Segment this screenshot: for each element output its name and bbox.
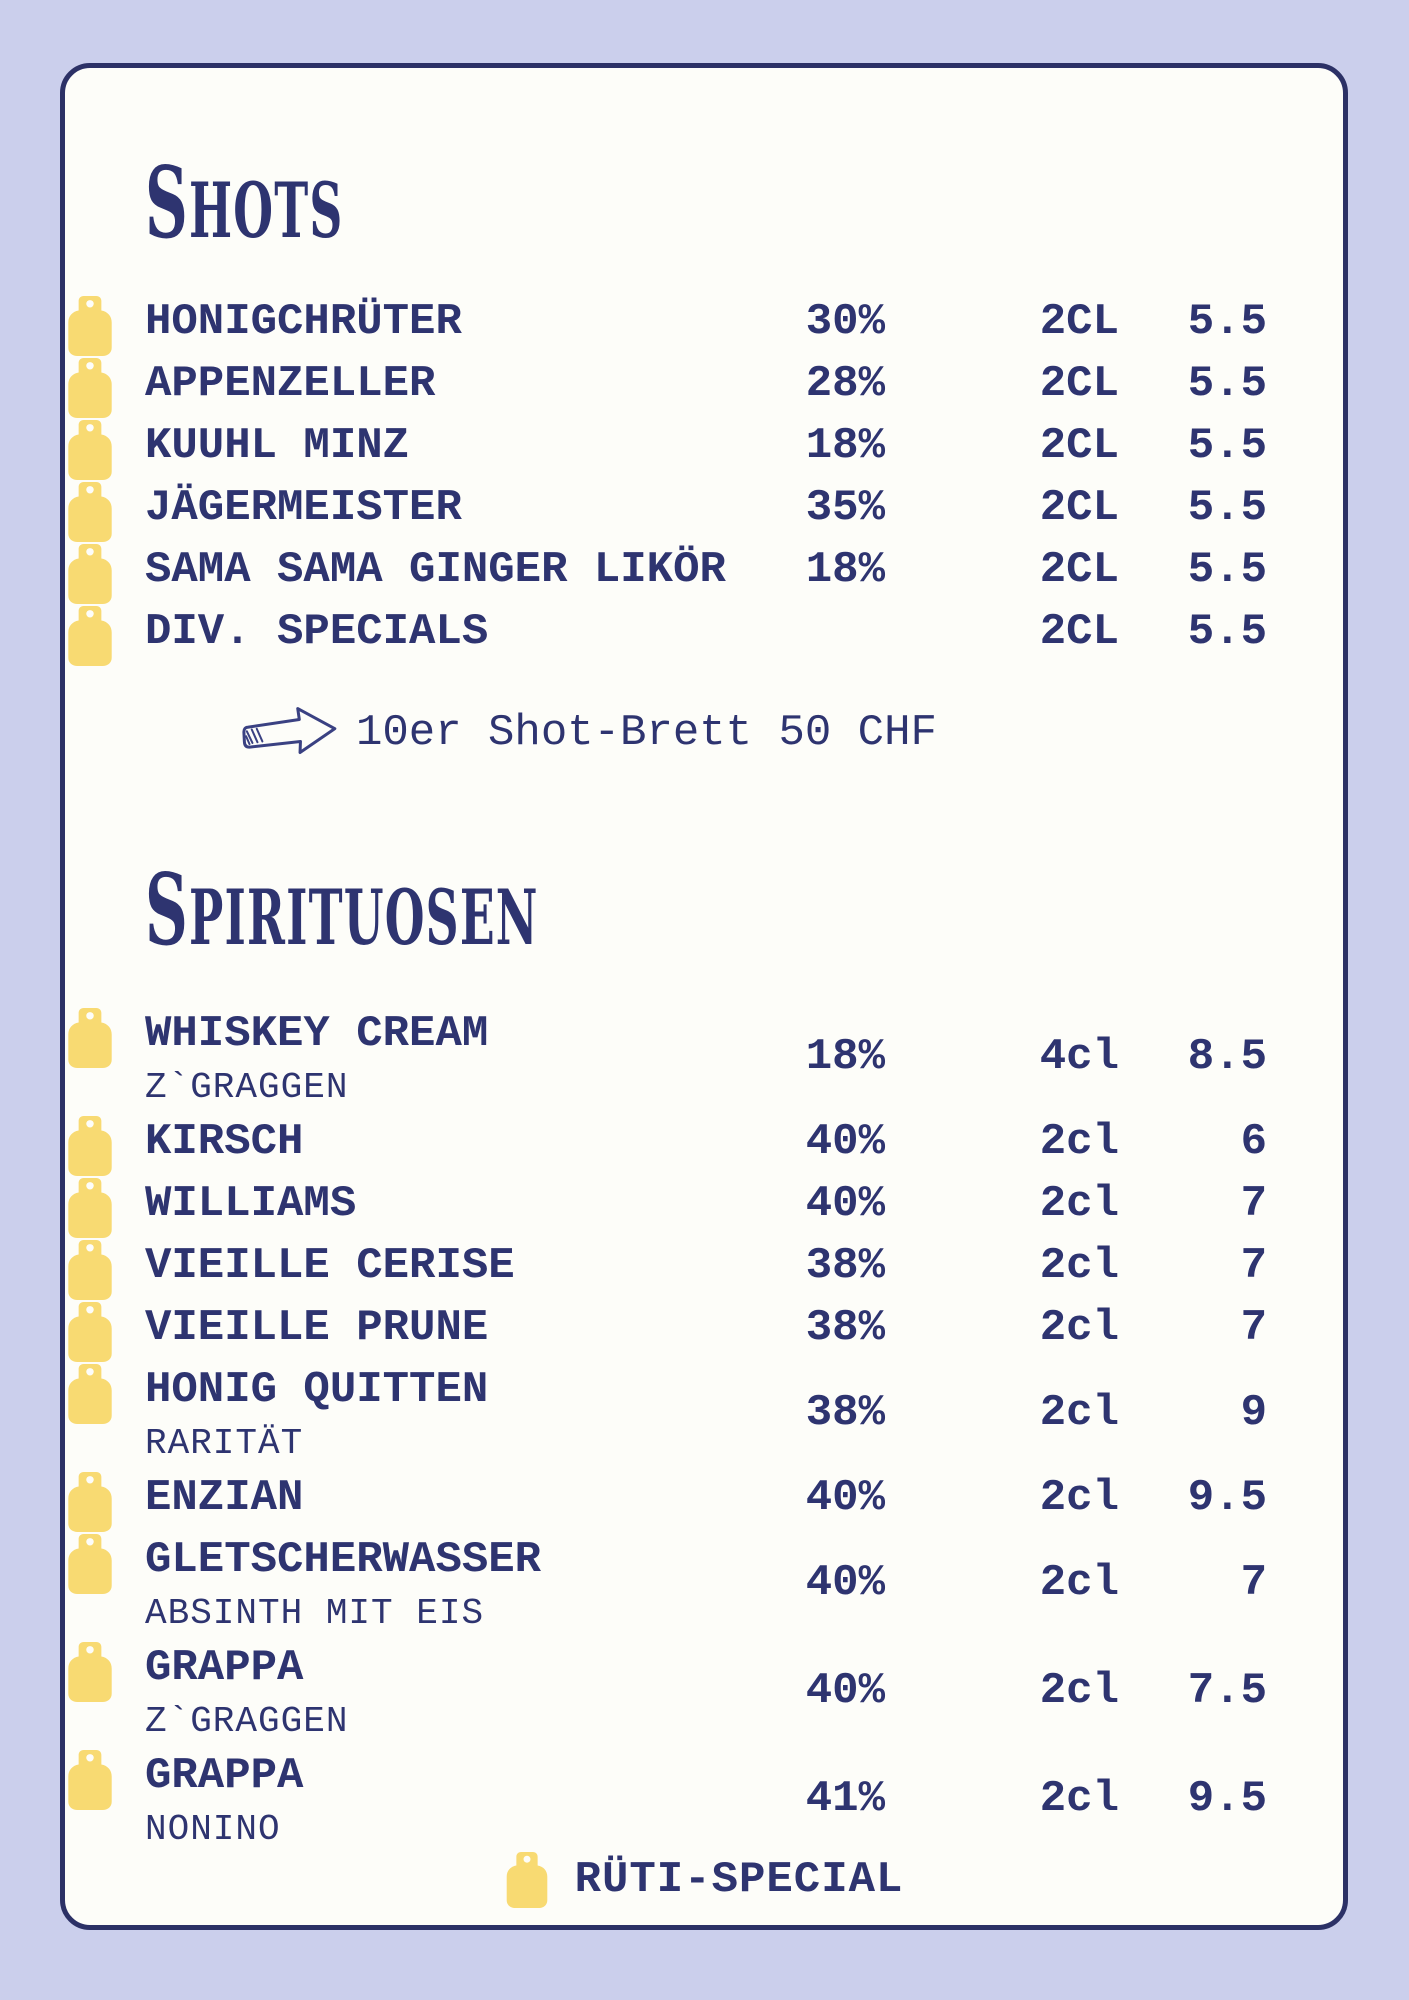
ear-tag-icon [67, 1007, 113, 1069]
item-abv: 40% [805, 1473, 885, 1524]
rueti-special-label: RÜTI-SPECIAL [574, 1855, 904, 1905]
item-name-cell [145, 1529, 740, 1637]
shots-section-title: SHOTS [145, 145, 344, 261]
menu-item-row [145, 1173, 1267, 1235]
menu-item-row [145, 291, 1267, 353]
item-volume: 2cl [1039, 1179, 1119, 1230]
item-abv: 18% [805, 544, 885, 595]
item-price: 8.5 [1187, 1032, 1267, 1083]
item-name-cell [145, 601, 740, 663]
ear-tag-icon [67, 1471, 113, 1533]
rueti-special-legend [65, 1851, 1343, 1909]
item-abv: 40% [805, 1117, 885, 1168]
item-subtitle: NONINO [145, 1809, 281, 1851]
menu-item-row [145, 1297, 1267, 1359]
ear-tag-icon [67, 1641, 113, 1703]
item-abv: 40% [805, 1558, 885, 1609]
ear-tag-icon [67, 1301, 113, 1363]
item-price: 5.5 [1187, 296, 1267, 347]
item-price: 5.5 [1187, 544, 1267, 595]
item-name: APPENZELLER [145, 358, 436, 409]
item-name: GRAPPA [145, 1751, 304, 1802]
menu-item-row [145, 539, 1267, 601]
item-volume: 2CL [1039, 296, 1119, 347]
item-name-cell [145, 1111, 740, 1173]
item-volume: 2cl [1039, 1117, 1119, 1168]
ear-tag-icon [67, 1115, 113, 1177]
item-price: 5.5 [1187, 358, 1267, 409]
item-name: GRAPPA [145, 1643, 304, 1694]
item-abv: 40% [805, 1179, 885, 1230]
item-abv: 30% [805, 296, 885, 347]
item-name-cell [145, 415, 740, 477]
item-abv: 38% [805, 1241, 885, 1292]
item-name-cell [145, 1637, 740, 1745]
shots-list [145, 291, 1267, 663]
item-name-cell [145, 539, 740, 601]
item-price: 6 [1240, 1117, 1267, 1168]
item-name-cell [145, 1745, 740, 1853]
item-price: 9 [1240, 1388, 1267, 1439]
item-name: WHISKEY CREAM [145, 1009, 489, 1060]
item-name: HONIGCHRÜTER [145, 296, 462, 347]
menu-item-row [145, 477, 1267, 539]
menu-item-row [145, 1235, 1267, 1297]
item-volume: 2CL [1039, 482, 1119, 533]
item-volume: 2cl [1039, 1473, 1119, 1524]
item-name: JÄGERMEISTER [145, 482, 462, 533]
ear-tag-icon [67, 1177, 113, 1239]
item-abv: 18% [805, 420, 885, 471]
hand-drawn-right-arrow-icon [238, 694, 342, 771]
item-abv: 38% [805, 1303, 885, 1354]
item-price: 7.5 [1187, 1666, 1267, 1717]
item-volume: 2CL [1039, 606, 1119, 657]
item-volume: 4cl [1039, 1032, 1119, 1083]
item-name-cell [145, 477, 740, 539]
ear-tag-icon [67, 481, 113, 543]
item-name: SAMA SAMA GINGER LIKÖR [145, 544, 726, 595]
item-name-cell [145, 1467, 740, 1529]
shot-brett-promo [240, 697, 1267, 769]
item-subtitle: ABSINTH MIT EIS [145, 1593, 485, 1635]
item-abv: 41% [805, 1774, 885, 1825]
item-volume: 2CL [1039, 544, 1119, 595]
item-name: KIRSCH [145, 1117, 304, 1168]
item-name-cell [145, 1173, 740, 1235]
item-price: 9.5 [1187, 1473, 1267, 1524]
menu-item-row [145, 1467, 1267, 1529]
item-volume: 2cl [1039, 1241, 1119, 1292]
ear-tag-icon [67, 357, 113, 419]
item-volume: 2cl [1039, 1388, 1119, 1439]
item-name: KUUHL MINZ [145, 420, 410, 471]
menu-item-row [145, 1111, 1267, 1173]
item-name: ENZIAN [145, 1473, 304, 1524]
item-price: 7 [1240, 1558, 1267, 1609]
item-price: 5.5 [1187, 482, 1267, 533]
item-name-cell [145, 353, 740, 415]
item-name: WILLIAMS [145, 1179, 357, 1230]
item-volume: 2cl [1039, 1558, 1119, 1609]
item-price: 7 [1240, 1241, 1267, 1292]
item-volume: 2cl [1039, 1774, 1119, 1825]
menu-item-row [145, 1003, 1267, 1111]
item-name: GLETSCHERWASSER [145, 1535, 542, 1586]
item-volume: 2cl [1039, 1666, 1119, 1717]
item-abv: 35% [805, 482, 885, 533]
item-price: 5.5 [1187, 606, 1267, 657]
item-price: 5.5 [1187, 420, 1267, 471]
item-abv: 28% [805, 358, 885, 409]
menu-item-row [145, 601, 1267, 663]
spirituosen-list [145, 1003, 1267, 1853]
ear-tag-icon [67, 1239, 113, 1301]
item-abv: 38% [805, 1388, 885, 1439]
menu-item-row [145, 353, 1267, 415]
item-name-cell [145, 1359, 740, 1467]
menu-item-row [145, 1637, 1267, 1745]
spirituosen-section-title: SPIRITUOSEN [145, 851, 539, 968]
menu-card [60, 63, 1348, 1930]
item-subtitle: Z`GRAGGEN [145, 1067, 349, 1109]
ear-tag-icon [67, 1363, 113, 1425]
item-name: VIEILLE CERISE [145, 1241, 515, 1292]
item-subtitle: RARITÄT [145, 1423, 304, 1465]
shot-brett-promo-label: 10er Shot-Brett 50 CHF [356, 707, 937, 758]
item-price: 9.5 [1187, 1774, 1267, 1825]
item-name: VIEILLE PRUNE [145, 1303, 489, 1354]
item-price: 7 [1240, 1303, 1267, 1354]
item-name-cell [145, 1235, 740, 1297]
item-name-cell [145, 1003, 740, 1111]
item-name-cell [145, 291, 740, 353]
item-subtitle: Z`GRAGGEN [145, 1701, 349, 1743]
ear-tag-icon [67, 543, 113, 605]
ear-tag-icon [67, 1749, 113, 1811]
item-name: HONIG QUITTEN [145, 1365, 489, 1416]
menu-item-row [145, 1529, 1267, 1637]
item-price: 7 [1240, 1179, 1267, 1230]
item-abv: 40% [805, 1666, 885, 1717]
item-abv: 18% [805, 1032, 885, 1083]
menu-item-row [145, 1359, 1267, 1467]
ear-tag-icon [67, 605, 113, 667]
menu-item-row [145, 415, 1267, 477]
ear-tag-icon [505, 1851, 549, 1909]
menu-item-row [145, 1745, 1267, 1853]
item-volume: 2CL [1039, 358, 1119, 409]
item-volume: 2cl [1039, 1303, 1119, 1354]
ear-tag-icon [67, 419, 113, 481]
ear-tag-icon [67, 1533, 113, 1595]
item-name: DIV. SPECIALS [145, 606, 489, 657]
item-volume: 2CL [1039, 420, 1119, 471]
item-name-cell [145, 1297, 740, 1359]
ear-tag-icon [67, 295, 113, 357]
